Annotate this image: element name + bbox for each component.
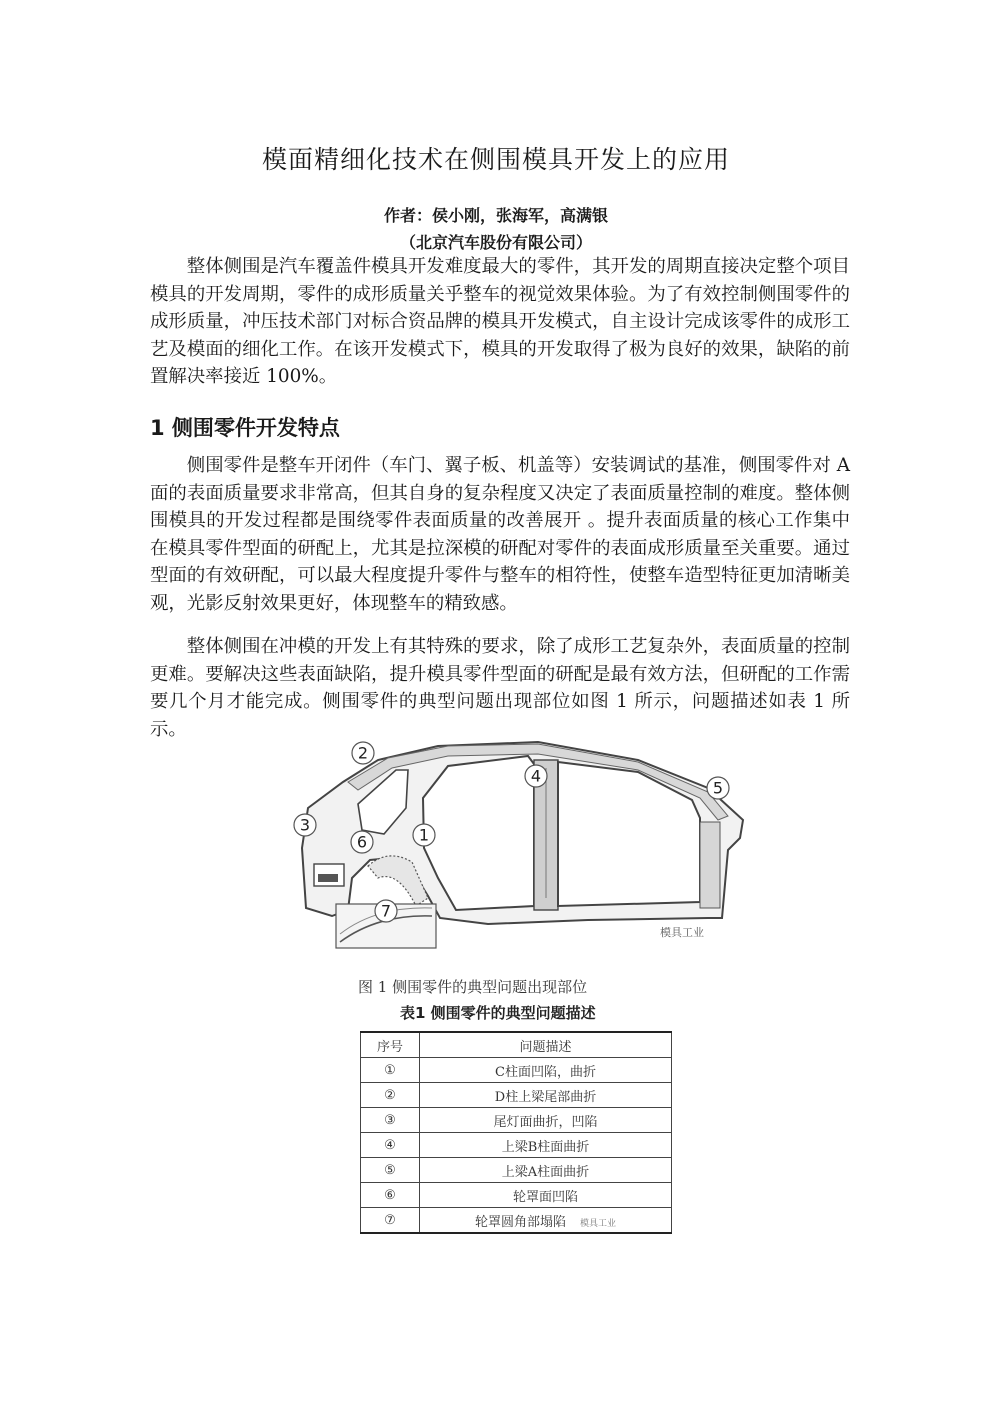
a-pillar-detail xyxy=(700,822,720,908)
row-description-text: 轮罩圆角部塌陷 xyxy=(474,1214,566,1230)
row-number: ⑤ xyxy=(361,1158,420,1183)
callout-7 xyxy=(375,900,397,922)
row-description: 尾灯面曲折，凹陷 xyxy=(420,1108,672,1133)
svg-text:6: 6 xyxy=(356,832,368,852)
table-row xyxy=(361,1183,672,1208)
callout-1 xyxy=(413,824,435,846)
row-description: 轮罩面凹陷 xyxy=(420,1183,672,1208)
table-row xyxy=(361,1083,672,1108)
table-header-row xyxy=(361,1032,672,1058)
callout-5 xyxy=(707,777,729,799)
table-row xyxy=(361,1208,672,1234)
table-row xyxy=(361,1058,672,1083)
row-description: 上梁B柱面曲折 xyxy=(420,1133,672,1158)
row-number: ③ xyxy=(361,1108,420,1133)
header-number: 序号 xyxy=(361,1032,420,1058)
table-row xyxy=(361,1108,672,1133)
svg-text:1: 1 xyxy=(418,825,430,845)
svg-text:5: 5 xyxy=(712,778,724,798)
row-description: 上梁A柱面曲折 xyxy=(420,1158,672,1183)
svg-text:7: 7 xyxy=(380,901,392,921)
table-row xyxy=(361,1158,672,1183)
side-panel-figure xyxy=(288,738,750,950)
affiliation-line: （北京汽车股份有限公司） xyxy=(399,233,592,252)
row-description: D柱上梁尾部曲折 xyxy=(420,1083,672,1108)
row-description xyxy=(420,1208,672,1234)
figure-caption: 图 1 侧围零件的典型问题出现部位 xyxy=(358,978,588,996)
issues-table xyxy=(360,1031,672,1234)
callout-2 xyxy=(352,742,374,764)
abstract-paragraph: 整体侧围是汽车覆盖件模具开发难度最大的零件，其开发的周期直接决定整个项目模具的开发周期，零件的成形质量关乎整车的视觉效果体验。为了有效控制侧围零件的成形质量，冲压技术部门对标合资品牌的模具开发模式，自主设计完成该零件的成形工艺及模面的细化工作。在该开发模式下，模具的开发取得了极为良好的效果，缺陷的前置解决率接近 100%。 xyxy=(150,256,850,387)
svg-text:2: 2 xyxy=(357,743,369,763)
row-number: ① xyxy=(361,1058,420,1083)
section-heading: 1 侧围零件开发特点 xyxy=(150,416,340,440)
row-number: ⑥ xyxy=(361,1183,420,1208)
section-paragraph-2: 整体侧围在冲模的开发上有其特殊的要求，除了成形工艺复杂外，表面质量的控制更难。要解决这些表面缺陷，提升模具零件型面的研配是最有效方法，但研配的工作需要几个月才能完成。侧围零件的典型问题出现部位如图 1 所示，问题描述如表 1 所示。 xyxy=(150,636,850,740)
row-description: C柱面凹陷，曲折 xyxy=(420,1058,672,1083)
paper-title: 模面精细化技术在侧围模具开发上的应用 xyxy=(261,145,730,174)
header-description: 问题描述 xyxy=(420,1032,672,1058)
author-line: 作者：侯小刚，张海军，高满银 xyxy=(383,206,608,225)
row-number: ⑦ xyxy=(361,1208,420,1234)
figure-watermark: 模具工业 xyxy=(660,926,704,939)
svg-text:3: 3 xyxy=(299,815,311,835)
callout-3 xyxy=(294,814,316,836)
callout-6 xyxy=(351,831,373,853)
table-caption: 表1 侧围零件的典型问题描述 xyxy=(400,1004,596,1022)
section-paragraph-1: 侧围零件是整车开闭件（车门、翼子板、机盖等）安装调试的基准，侧围零件对 A 面的表面质量要求非常高，但其自身的复杂程度又决定了表面质量控制的难度。整体侧围模具的开发过程都是围绕零件表面质量的改善展开 。提升表面质量的核心工作集中在模具零件型面的研配上，尤其是拉深模的研配对零件的表面成形质量至关重要。通过型面的有效研配，可以最大程度提升零件与整车的相符性，使整车造型特征更加清晰美观，光影反射效果更好，体现整车的精致感。 xyxy=(150,455,850,614)
row-number: ④ xyxy=(361,1133,420,1158)
table-row xyxy=(361,1133,672,1158)
callout-4 xyxy=(525,765,547,787)
svg-text:4: 4 xyxy=(530,766,542,786)
table-watermark: 模具工业 xyxy=(580,1218,617,1229)
row-number: ② xyxy=(361,1083,420,1108)
